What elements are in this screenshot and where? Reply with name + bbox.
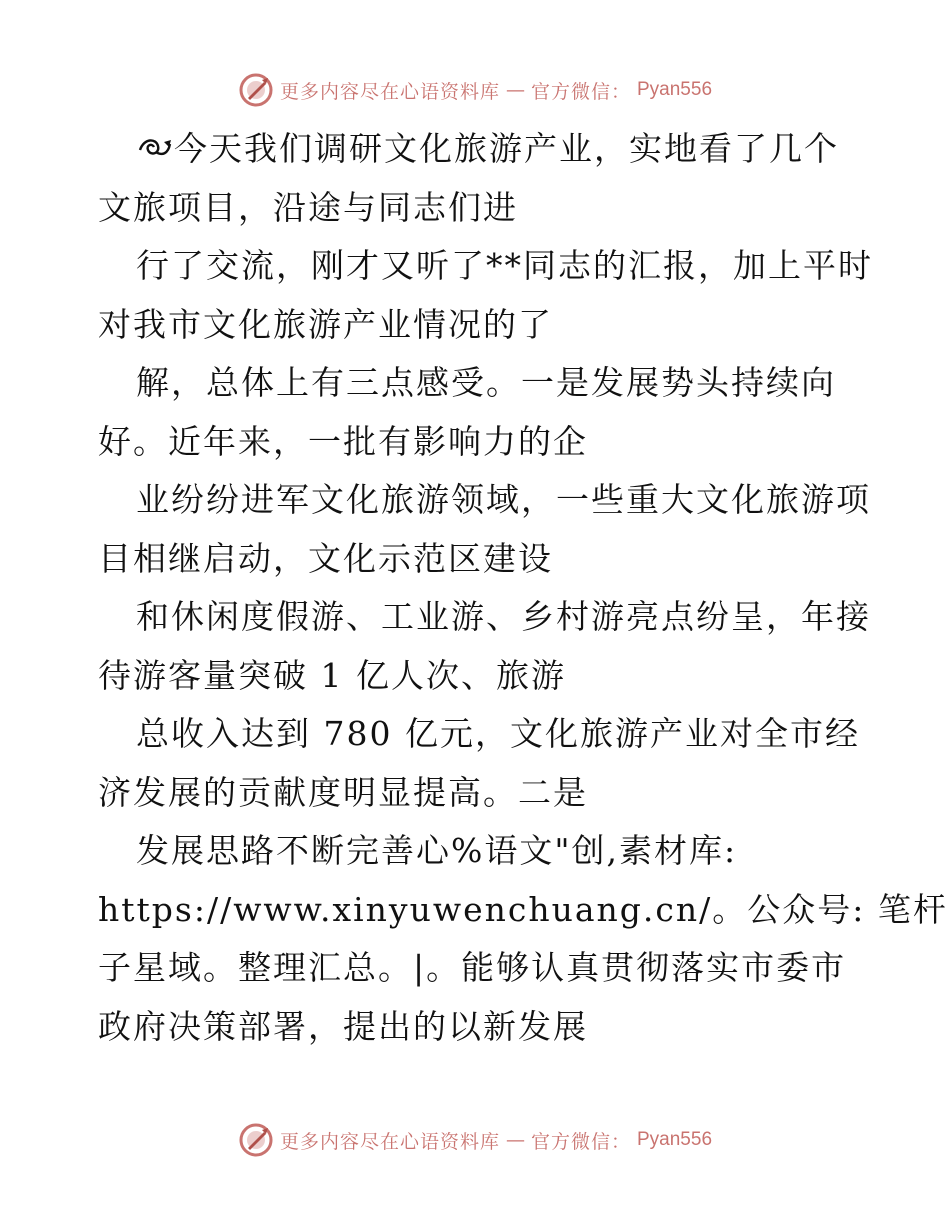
fleuron-icon [136,132,174,162]
text-line: 济发展的贡献度明显提高。二是 [98,772,588,812]
text-line: 对我市文化旅游产业情况的了 [98,304,553,344]
text-line: 发展思路不断完善心%语文"创,素材库: [136,831,738,870]
text-line: 行了交流，刚才又听了**同志的汇报，加上平时 [136,246,873,285]
text-line: 好。近年来，一批有影响力的企 [98,421,588,461]
text-line: 和休闲度假游、工业游、乡村游亮点纷呈，年接 [136,597,871,636]
text-line: 待游客量突破 1 亿人次、旅游 [98,655,566,695]
footer-dash: — [505,1129,525,1151]
text-line [98,120,858,179]
header-wechat-id: Pyan556 [637,79,713,100]
footer-wechat-id: Pyan556 [637,1129,713,1150]
header-dash: — [505,79,525,101]
text-line: 子星域。整理汇总。|。能够认真贯彻落实市委市 [98,948,847,987]
header-wechat-label: 官方微信： [530,80,631,103]
header-brand [238,72,712,108]
brand-logo-icon [238,1122,274,1158]
text-line: 解，总体上有三点感受。一是发展势头持续向 [136,363,836,402]
text-line: 政府决策部署，提出的以新发展 [98,1006,588,1046]
text-line: 文旅项目，沿途与同志们进 [98,187,518,227]
footer-title: 更多内容尽在心语资料库 [279,1130,500,1153]
page-header [0,70,950,110]
text-line: 目相继启动，文化示范区建设 [98,538,553,578]
page-footer [0,1120,950,1160]
footer-brand [238,1122,712,1158]
text-line: 总收入达到 780 亿元，文化旅游产业对全市经 [136,714,860,753]
footer-wechat-label: 官方微信： [530,1130,631,1153]
text-line: https://www.xinyuwenchuang.cn/。公众号: 笔杆 [98,889,948,929]
text-line-content: 今天我们调研文化旅游产业，实地看了几个 [174,129,839,168]
header-title: 更多内容尽在心语资料库 [279,80,500,103]
brand-logo-icon [238,72,274,108]
text-line: 业纷纷进军文化旅游领域，一些重大文化旅游项 [136,480,871,519]
document-body [98,120,948,1056]
